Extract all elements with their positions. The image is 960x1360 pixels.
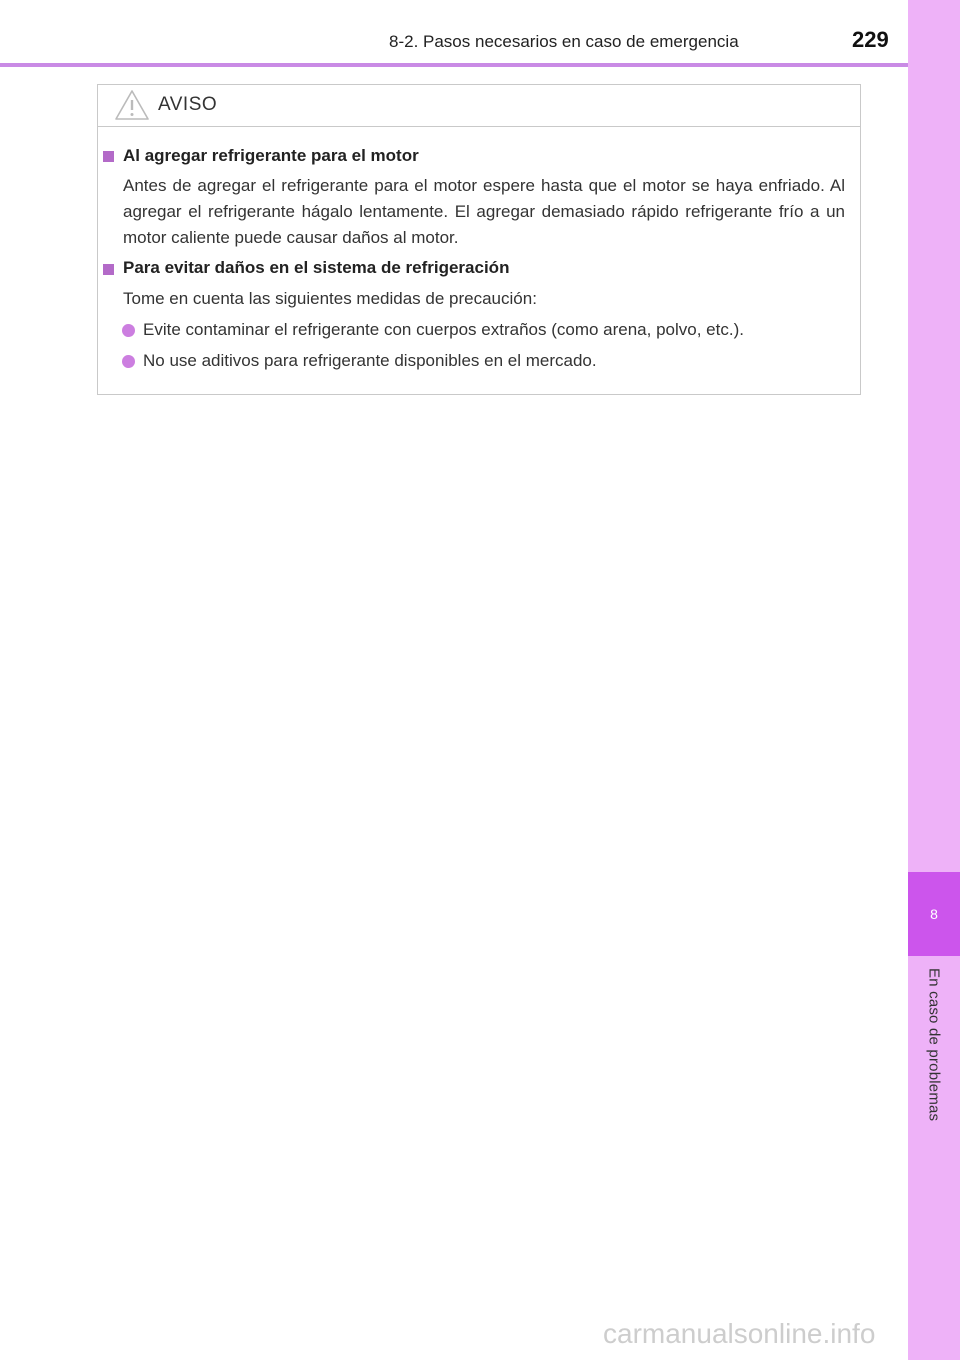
chapter-label: En caso de problemas [925, 968, 943, 1122]
list-item: No use aditivos para refrigerante disponibles en el mercado. [143, 351, 597, 370]
watermark: carmanualsonline.info [603, 1318, 876, 1349]
chapter-number-tab [908, 872, 960, 956]
chapter-number: 8 [930, 906, 938, 922]
header-divider [0, 63, 908, 67]
section-paragraph: Tome en cuenta las siguientes medidas de precaución: [123, 289, 537, 308]
notice-title: AVISO [158, 94, 218, 115]
list-bullet-icon [122, 355, 135, 368]
list-bullet-icon [122, 324, 135, 337]
notice-header [98, 85, 860, 127]
warning-triangle-icon [114, 89, 150, 121]
section-paragraph: Antes de agregar el refrigerante para el motor espere hasta que el motor se haya enfriado. Al agregar el refrigerante hágalo lentamente. El agregar demasiado rápido refrigerante frío a un motor caliente puede causar daños al motor. [123, 176, 845, 247]
page-number: 229 [852, 27, 889, 52]
section-title: 8-2. Pasos necesarios en caso de emergencia [389, 32, 739, 51]
section-bullet-icon [103, 151, 114, 162]
chapter-label-container [908, 968, 960, 1168]
section-heading: Para evitar daños en el sistema de refrigeración [123, 258, 510, 277]
list-item: Evite contaminar el refrigerante con cuerpos extraños (como arena, polvo, etc.). [143, 320, 744, 339]
notice-box [97, 84, 861, 395]
section-heading: Al agregar refrigerante para el motor [123, 146, 419, 165]
section-bullet-icon [103, 264, 114, 275]
